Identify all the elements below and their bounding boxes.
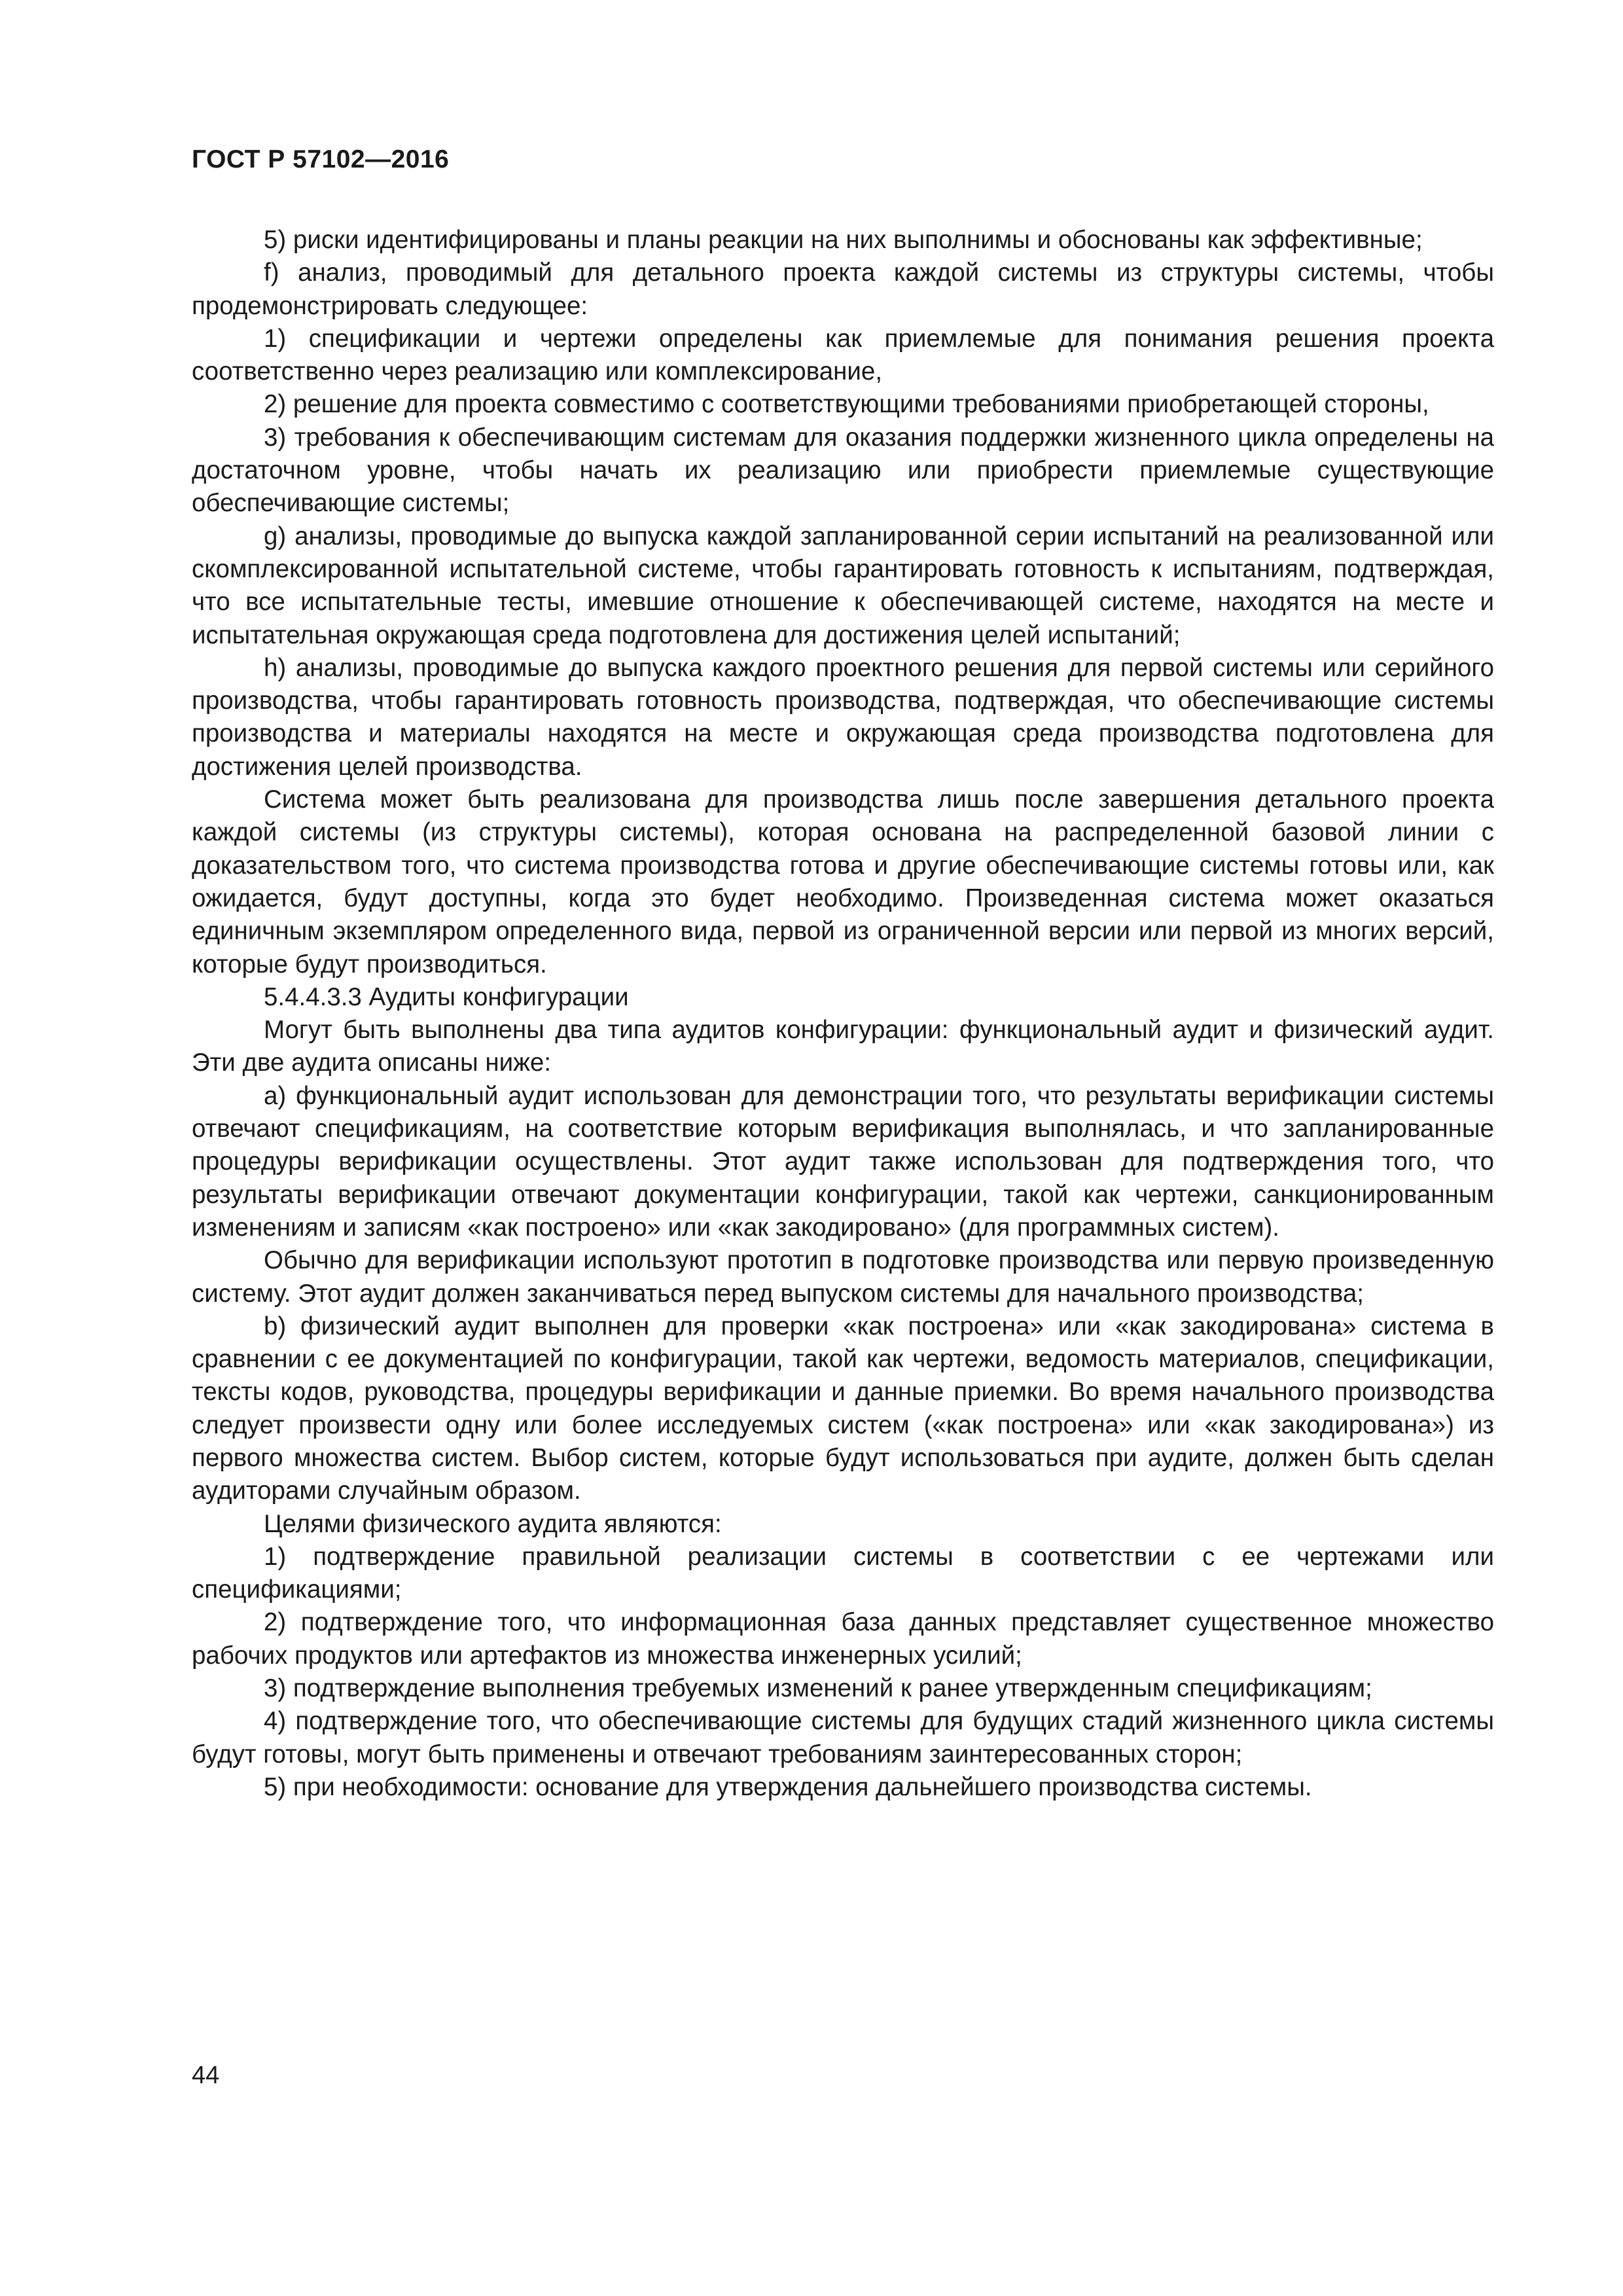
paragraph: Целями физического аудита являются: [264,1509,722,1538]
paragraph: g) анализы, проводимые до выпуска каждой запланированной серии испытаний на реализованной или скомплексированной испытательной системе, чтобы гарантировать готовность к испытаниям, подтверждая, что все испытательные тесты, имевшие отношение к обеспечивающей системе, находятся на месте и испытательная окружающая среда подготовлена для достижения целей испытаний; [192,522,1494,649]
page-number: 44 [192,2062,220,2089]
section-heading: 5.4.4.3.3 Аудиты конфигурации [264,982,629,1011]
paragraph: a) функциональный аудит использован для демонстрации того, что результаты верификации системы отвечают спецификациям, на соответствие которым верификация выполнялась, и что запланированные процедуры верификации осуществлены. Этот аудит также использован для подтверждения того, что результаты верификации отвечают документации конфигурации, такой как чертежи, санкционированным изменениям и записям «как построено» или «как закодировано» (для программных систем). [192,1081,1494,1242]
paragraph: 2) решение для проекта совместимо с соответствующими требованиями приобретающей стороны, [264,390,1429,419]
paragraph: 5) при необходимости: основание для утверждения дальнейшего производства системы. [264,1772,1312,1801]
paragraph: h) анализы, проводимые до выпуска каждого проектного решения для первой системы или серийного производства, чтобы гарантировать готовность производства, подтверждая, что обеспечивающие системы производства и материалы находятся на месте и окружающая среда производства подготовлена для достижения целей производства. [192,653,1494,781]
paragraph: b) физический аудит выполнен для проверки «как построена» или «как закодирована» система в сравнении с ее документацией по конфигурации, такой как чертежи, ведомость материалов, спецификации, тексты кодов, руководства, процедуры верификации и данные приемки. Во время начального производства следует произвести одну или более исследуемых систем («как построена» или «как закодирована») из первого множества систем. Выбор систем, которые будут использоваться при аудите, должен быть сделан аудиторами случайным образом. [192,1312,1494,1505]
paragraph: 1) спецификации и чертежи определены как приемлемые для понимания решения проекта соответственно через реализацию или комплексирование, [192,324,1494,386]
paragraph: 3) подтверждение выполнения требуемых изменений к ранее утвержденным спецификациям; [264,1674,1372,1703]
document-header: ГОСТ Р 57102—2016 [192,145,450,173]
paragraph: Обычно для верификации используют прототип в подготовке производства или первую произведенную систему. Этот аудит должен заканчиваться перед выпуском системы для начального производства; [192,1246,1494,1308]
document-body [192,224,1494,1804]
paragraph: Могут быть выполнены два типа аудитов конфигурации: функциональный аудит и физический аудит. Эти две аудита описаны ниже: [192,1016,1494,1077]
paragraph: 1) подтверждение правильной реализации системы в соответствии с ее чертежами или спецификациями; [192,1542,1494,1604]
paragraph: Система может быть реализована для производства лишь после завершения детального проекта каждой системы (из структуры системы), которая основана на распределенной базовой линии с доказательством того, что система производства готова и другие обеспечивающие системы готовы или, как ожидается, будут доступны, когда это будет необходимо. Произведенная система может оказаться единичным экземпляром определенного вида, первой из ограниченной версии или первой из многих версий, которые будут производиться. [192,785,1494,978]
paragraph: 4) подтверждение того, что обеспечивающие системы для будущих стадий жизненного цикла системы будут готовы, могут быть применены и отвечают требованиям заинтересованных сторон; [192,1707,1494,1768]
paragraph: 2) подтверждение того, что информационная база данных представляет существенное множество рабочих продуктов или артефактов из множества инженерных усилий; [192,1608,1494,1670]
paragraph: 5) риски идентифицированы и планы реакции на них выполнимы и обоснованы как эффективные; [264,226,1423,254]
paragraph: 3) требования к обеспечивающим системам для оказания поддержки жизненного цикла определены на достаточном уровне, чтобы начать их реализацию или приобрести приемлемые существующие обеспечивающие системы; [192,423,1494,518]
paragraph: f) анализ, проводимый для детального проекта каждой системы из структуры системы, чтобы продемонстрировать следующее: [192,259,1494,320]
